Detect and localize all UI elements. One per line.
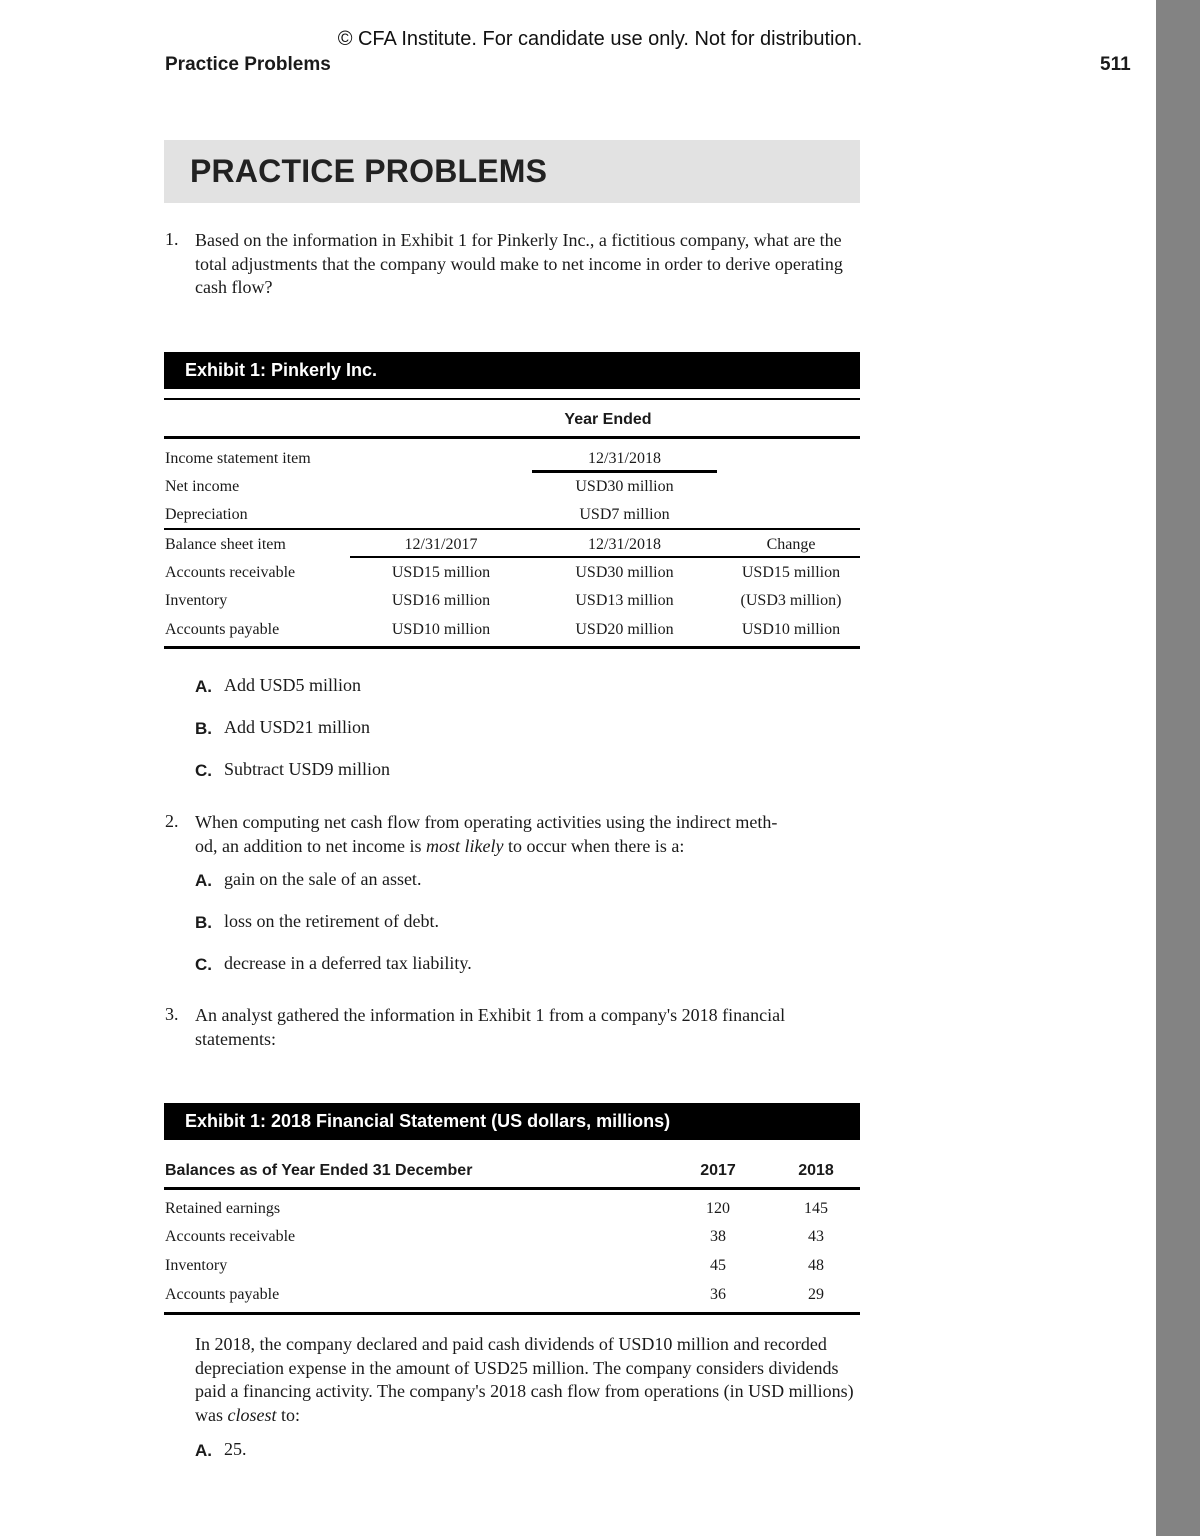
table-rule: [350, 556, 860, 558]
option-text: Add USD21 million: [224, 717, 371, 737]
question-2-emphasis: most likely: [425, 835, 504, 856]
question-2-line-2: [195, 835, 859, 859]
table-row-label: Depreciation: [165, 506, 248, 523]
table-rule: [164, 398, 860, 400]
page-edge-bar: [1156, 0, 1200, 1536]
option-text: decrease in a deferred tax liability.: [224, 953, 472, 973]
paragraph-text-part: to:: [276, 1404, 301, 1425]
balance-sheet-header: Balance sheet item: [165, 536, 286, 553]
option-letter: A.: [195, 677, 212, 696]
table-rule: [164, 528, 860, 530]
table-row-label: Retained earnings: [165, 1200, 281, 1217]
question-1-text: Based on the information in Exhibit 1 for Pinkerly Inc., a fictitious company, what are the total adjustments that the company would make to net income in order to derive operating cash flow?: [195, 230, 843, 297]
section-title: PRACTICE PROBLEMS: [190, 153, 548, 189]
table-cell: USD13 million: [575, 592, 674, 609]
table-row-label: Inventory: [165, 592, 228, 609]
exhibit-1-title-bar: [164, 352, 860, 389]
table-cell: USD20 million: [575, 621, 674, 638]
question-3-paragraph: [195, 1333, 859, 1427]
table-row-label: Accounts receivable: [165, 1228, 296, 1245]
question-2-text-part: to occur when there is a:: [503, 835, 685, 856]
exhibit-2-title-bar: [164, 1103, 860, 1140]
table-cell: USD10 million: [741, 621, 841, 638]
table-cell: USD10 million: [391, 621, 491, 638]
option-text: 25.: [224, 1439, 247, 1459]
table-rule: [532, 470, 717, 473]
table-cell: 48: [808, 1257, 824, 1274]
table-cell: 43: [808, 1228, 824, 1245]
option-letter: B.: [195, 913, 212, 932]
option-text: Add USD5 million: [224, 675, 362, 695]
question-2-line-1: When computing net cash flow from operating activities using the indirect meth-: [195, 812, 778, 832]
income-date-header: 12/31/2018: [588, 450, 661, 467]
table-cell: USD7 million: [579, 506, 670, 523]
option-letter: A.: [195, 871, 212, 890]
table-cell: USD15 million: [741, 564, 841, 581]
table-row-label: Net income: [165, 478, 240, 495]
question-1-number: 1.: [165, 229, 179, 249]
table-rule: [164, 436, 860, 439]
table-rule: [164, 1312, 860, 1315]
table-row-label: Accounts payable: [165, 621, 280, 638]
page-number: 511: [1100, 54, 1131, 75]
table-row-label: Accounts payable: [165, 1286, 280, 1303]
question-2-text: [195, 811, 859, 858]
exhibit-1-title: Exhibit 1: Pinkerly Inc.: [185, 360, 378, 380]
balance-2017-header: 12/31/2017: [404, 536, 478, 553]
table-cell: USD16 million: [391, 592, 491, 609]
table-row-label: Inventory: [165, 1257, 228, 1274]
paragraph-text-part: In 2018, the company declared and paid cash dividends of USD10 million and recorded depreciation expense in the amount of USD25 million. The company considers dividends paid a financing activity. The company's 2018 cash flow from operations (in USD millions) was: [195, 1334, 854, 1425]
question-3-number: 3.: [165, 1004, 179, 1024]
year-ended-header: Year Ended: [564, 411, 652, 428]
table-cell: USD30 million: [575, 564, 674, 581]
table-cell: USD30 million: [575, 478, 674, 495]
table-cell: 36: [710, 1286, 726, 1303]
question-2-text-part: od, an addition to net income is: [195, 835, 426, 856]
income-statement-header: Income statement item: [165, 450, 311, 467]
option-text: loss on the retirement of debt.: [224, 911, 439, 931]
table-row-label: Accounts receivable: [165, 564, 296, 581]
option-text: gain on the sale of an asset.: [224, 869, 422, 889]
running-head: Practice Problems: [165, 54, 331, 75]
table-cell: 145: [804, 1200, 828, 1217]
balance-change-header: Change: [766, 536, 816, 553]
option-text: Subtract USD9 million: [224, 759, 390, 779]
table-cell: 29: [808, 1286, 824, 1303]
option-letter: C.: [195, 955, 212, 974]
balances-header: Balances as of Year Ended 31 December: [165, 1162, 473, 1179]
copyright-notice: © CFA Institute. For candidate use only. Not for distribution.: [337, 28, 863, 50]
paragraph-emphasis: closest: [227, 1404, 277, 1425]
option-letter: A.: [195, 1441, 212, 1460]
question-3-text: An analyst gathered the information in Exhibit 1 from a company's 2018 financial statements:: [195, 1005, 786, 1049]
table-rule: [164, 646, 860, 649]
exhibit-2-title: Exhibit 1: 2018 Financial Statement (US dollars, millions): [185, 1111, 671, 1131]
table-rule: [164, 1187, 860, 1190]
balance-2018-header: 12/31/2018: [588, 536, 661, 553]
year-2017-header: 2017: [700, 1162, 736, 1179]
table-cell: USD15 million: [391, 564, 491, 581]
table-cell: 120: [706, 1200, 730, 1217]
table-cell: 45: [710, 1257, 726, 1274]
year-2018-header: 2018: [798, 1162, 834, 1179]
table-cell: 38: [710, 1228, 726, 1245]
table-cell: (USD3 million): [740, 592, 842, 609]
question-2-number: 2.: [165, 811, 179, 831]
option-letter: C.: [195, 761, 212, 780]
option-letter: B.: [195, 719, 212, 738]
